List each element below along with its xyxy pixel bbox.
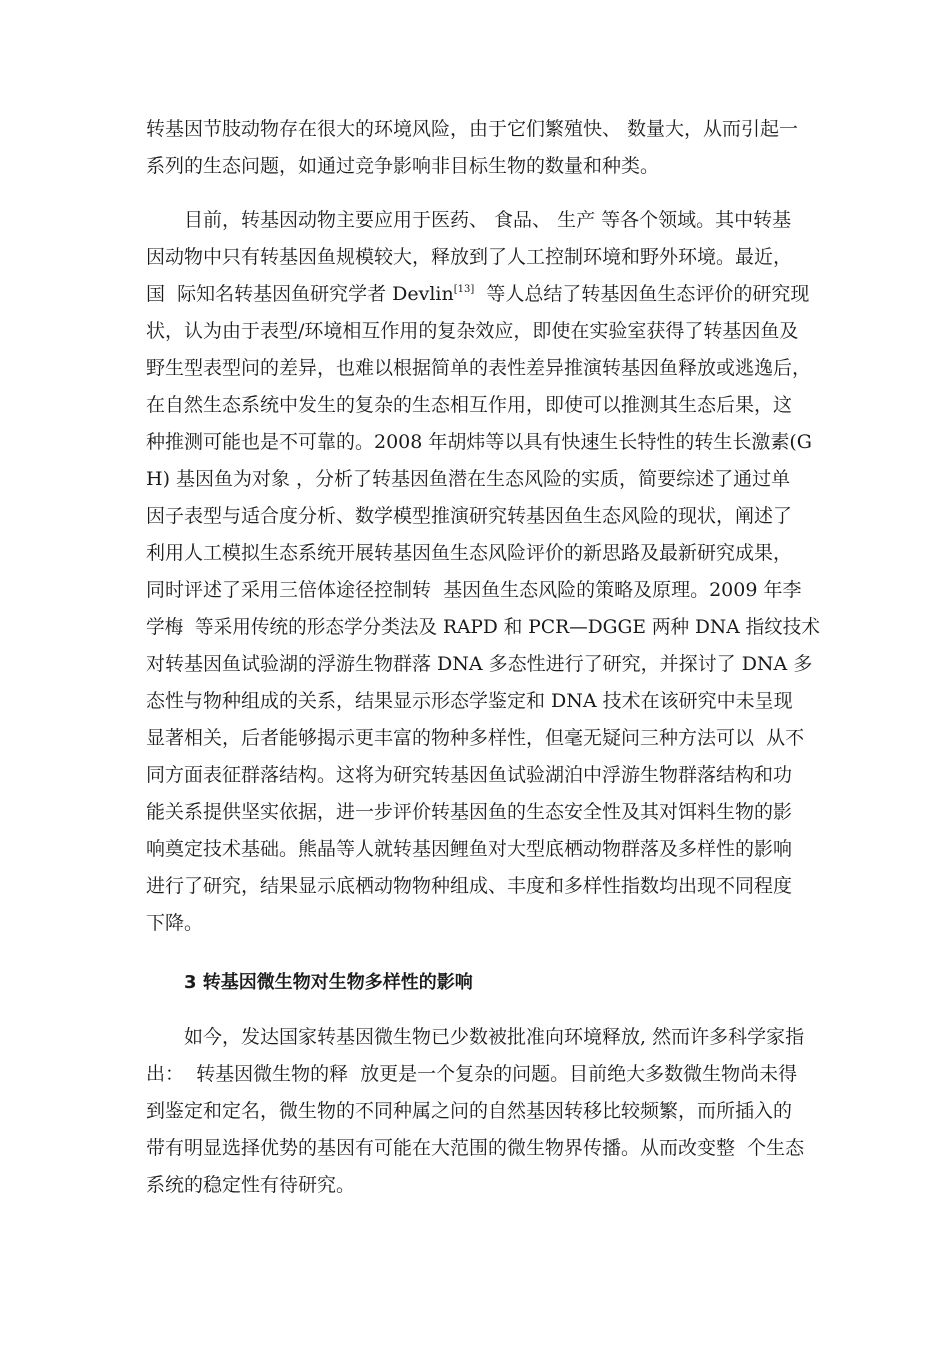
paragraph-1-line-2: 系列的生态问题，如通过竞争影响非目标生物的数量和种类。 — [146, 155, 660, 177]
paragraph-2-line-9: 因子表型与适合度分析、数学模型推演研究转基因鱼生态风险的现状，阐述了 — [146, 505, 793, 527]
paragraph-2-line-11: 同时评述了采用三倍体途径控制转 基因鱼生态风险的策略及原理。2009 年李 — [146, 579, 802, 601]
paragraph-1-line-1: 转基因节肢动物存在很大的环境风险，由于它们繁殖快、 数量大，从而引起一 — [146, 118, 799, 140]
paragraph-2-line-1: 目前，转基因动物主要应用于医药、 食品、 生产 等各个领域。其中转基 — [184, 209, 792, 231]
paragraph-3-line-1: 如今，发达国家转基因微生物已少数被批准向环境释放, 然而许多科学家指 — [184, 1026, 805, 1048]
paragraph-2-line-18: 响奠定技术基础。熊晶等人就转基因鲤鱼对大型底栖动物群落及多样性的影响 — [146, 838, 793, 860]
paragraph-3-line-4: 带有明显选择优势的基因有可能在大范围的微生物界传播。从而改变整 个生态 — [146, 1137, 805, 1159]
paragraph-2-line-4: 状，认为由于表型/环境相互作用的复杂效应，即使在实验室获得了转基因鱼及 — [146, 320, 799, 342]
paragraph-3-line-2: 出： 转基因微生物的释 放更是一个复杂的问题。目前绝大多数微生物尚未得 — [146, 1063, 798, 1085]
paragraph-3-line-3: 到鉴定和定名，微生物的不同种属之问的自然基因转移比较频繁，而所插入的 — [146, 1100, 793, 1122]
section-3-heading: 3 转基因微生物对生物多样性的影响 — [184, 972, 473, 993]
paragraph-2-line-16: 同方面表征群落结构。这将为研究转基因鱼试验湖泊中浮游生物群落结构和功 — [146, 764, 793, 786]
citation-reference: [13] — [453, 284, 475, 295]
paragraph-3-line-5: 系统的稳定性有待研究。 — [146, 1174, 356, 1196]
line-3-text-before: 国 际知名转基因鱼研究学者 Devlin — [146, 283, 454, 305]
paragraph-2-line-8: H) 基因鱼为对象 ，分析了转基因鱼潜在生态风险的实质，简要综述了通过单 — [146, 468, 791, 490]
paragraph-2-line-5: 野生型表型问的差异，也难以根据简单的表性差异推演转基因鱼释放或逃逸后， — [146, 357, 812, 379]
paragraph-2-line-19: 进行了研究，结果显示底栖动物物种组成、丰度和多样性指数均出现不同程度 — [146, 875, 793, 897]
paragraph-2-line-15: 显著相关，后者能够揭示更丰富的物种多样性，但毫无疑问三种方法可以 从不 — [146, 727, 805, 749]
paragraph-2-line-13: 对转基因鱼试验湖的浮游生物群落 DNA 多态性进行了研究，并探讨了 DNA 多 — [146, 653, 813, 675]
paragraph-2-line-3 — [146, 282, 809, 306]
paragraph-2-line-2: 因动物中只有转基因鱼规模较大，释放到了人工控制环境和野外环境。最近， — [146, 246, 793, 268]
paragraph-2-line-6: 在自然生态系统中发生的复杂的生态相互作用，即使可以推测其生态后果，这 — [146, 394, 793, 416]
paragraph-2-line-17: 能关系提供坚实依据，进一步评价转基因鱼的生态安全性及其对饵料生物的影 — [146, 801, 793, 823]
paragraph-2-line-10: 利用人工模拟生态系统开展转基因鱼生态风险评价的新思路及最新研究成果， — [146, 542, 793, 564]
paragraph-2-line-12: 学梅 等采用传统的形态学分类法及 RAPD 和 PCR—DGGE 两种 DNA 指纹技术 — [146, 616, 821, 638]
paragraph-2-line-20: 下降。 — [146, 912, 204, 934]
paragraph-2-line-7: 种推测可能也是不可靠的。2008 年胡炜等以具有快速生长特性的转生长激素(G — [146, 431, 812, 453]
line-3-text-after: 等人总结了转基因鱼生态评价的研究现 — [474, 283, 810, 305]
paragraph-2-line-14: 态性与物种组成的关系，结果显示形态学鉴定和 DNA 技术在该研究中未呈现 — [146, 690, 793, 712]
